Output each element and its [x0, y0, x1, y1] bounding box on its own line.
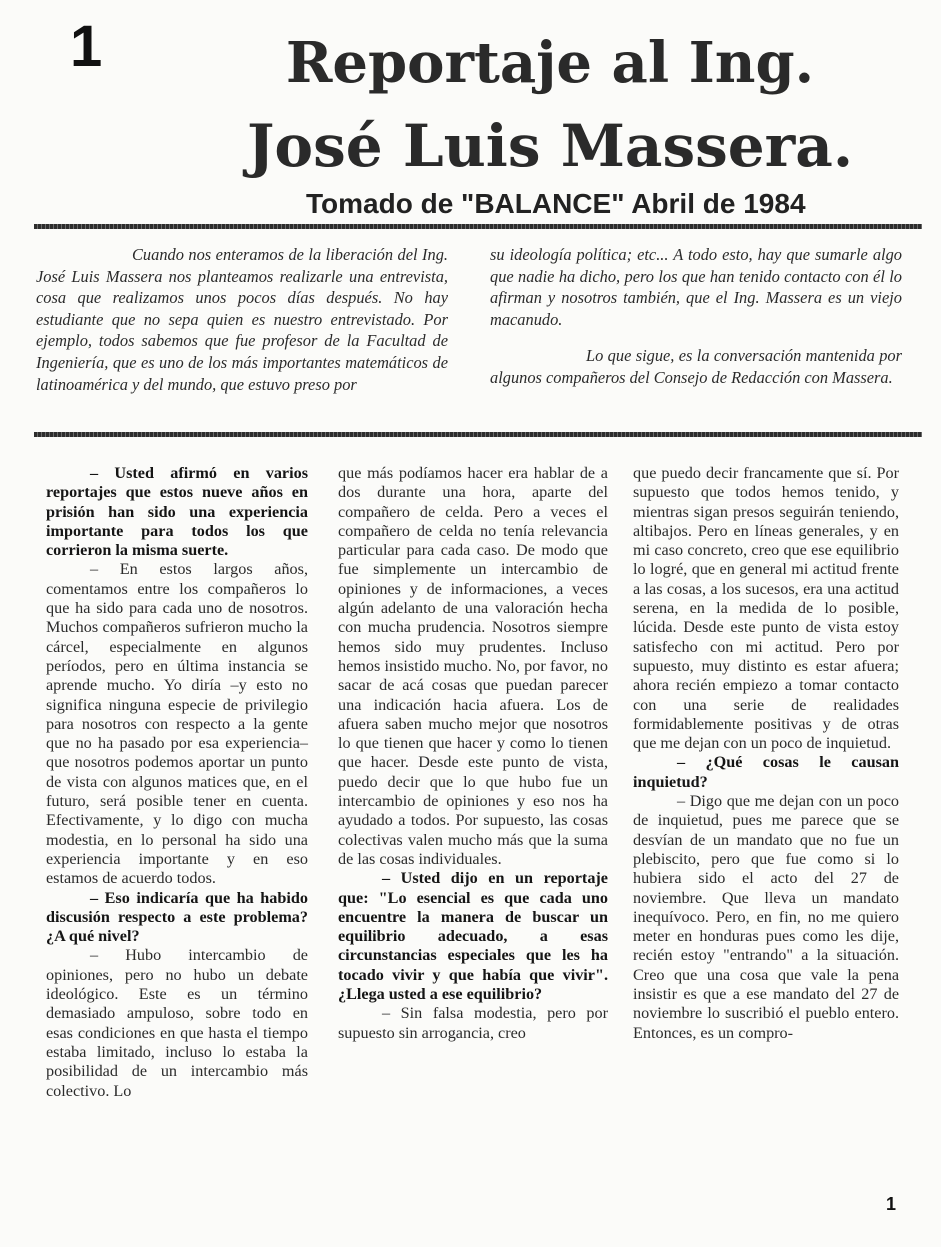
- intro-paragraph-1-continued: su ideología política; etc... A todo esto, hay que sumarle algo que nadie ha dicho, pero los que han tenido contacto con él lo afirman y nosotros también, que el Ing. Massera es un viejo macanudo.: [490, 245, 902, 329]
- page-number-top: 1: [70, 14, 103, 79]
- answer-2-continued: que más podíamos hacer era hablar de a dos durante una hora, aparte del compañero de celda. Pero a veces el compañero de celda no tenía relevancia particular para cada caso. De modo que fue simplemente un intercambio de opiniones y de informaciones, a veces algún adelanto de una valoración hecha con mucha prudencia. Nosotros siempre hemos sido muy prudentes. Incluso hemos insistido mucho. No, por favor, no sacar de acá cosas que puedan parecer una indicación hacia afuera. Los de afuera saben mucho mejor que nosotros lo que tienen que hacer y como lo tienen que hacer. Desde este punto de vista, puedo decir que lo que hubo fue un intercambio de opiniones y eso nos ha ayudado a todos. Por supuesto, las cosas colectivas valen mucho más que la suma de las cosas individuales.: [338, 464, 608, 868]
- top-divider: [34, 224, 922, 229]
- text-column-2: [338, 464, 608, 1043]
- answer-3: – Sin falsa modestia, pero por supuesto sin arrogancia, creo: [338, 1004, 608, 1042]
- page-number-bottom: 1: [886, 1194, 897, 1214]
- intro-right-column: [490, 244, 902, 389]
- answer-4: – Digo que me dejan con un poco de inquietud, pues me parece que se desvían de un mandato que no fue un plebiscito, pero que fue como si lo hubiera sido el acto del 27 de noviembre. Que lleva un mandato inequívoco. Pero, en fin, no me quiero meter en honduras pues como les dije, recién estoy "entrando" a la situación. Creo que una cosa que vale la pena insistir es que a ese mandato del 27 de noviembre lo suscribió el pueblo entero. Entonces, es un compro-: [633, 792, 899, 1042]
- article-title-line-1: Reportaje al Ing.: [285, 30, 815, 96]
- intro-paragraph-1: Cuando nos enteramos de la liberación del Ing. José Luis Massera nos planteamos realizarle una entrevista, cosa que realizamos unos pocos días después. No hay estudiante que no sepa quien es nuestro entrevistado. Por ejemplo, todos sabemos que fue profesor de la Facultad de Ingeniería, que es uno de los más importantes matemáticos de latinoamérica y del mundo, que estuvo preso por: [36, 245, 448, 394]
- question-2: – Eso indicaría que ha habido discusión respecto a este problema? ¿A qué nivel?: [46, 888, 308, 946]
- answer-1: – En estos largos años, comentamos entre los compañeros lo que ha sido para cada uno de nosotros. Muchos compañeros sufrieron mucho la cárcel, especialmente en algunos períodos, pero en última instancia se aprende mucho. Yo diría –y esto no significa ninguna especie de privilegio para nosotros con respecto a la gente que no ha pasado por esa experiencia– que nosotros podemos aportar un punto de vista con algunos matices que, en el futuro, será posible tener en cuenta. Efectivamente, y lo digo con mucha modestia, en lo personal ha sido una experiencia importante y en eso estamos de acuerdo todos.: [46, 560, 308, 888]
- answer-3-continued: que puedo decir francamente que sí. Por supuesto que todos hemos tenido, y mientras sigan presos seguirán teniendo, altibajos. Pero en líneas generales, y en mi caso concreto, creo que ese equilibrio lo logré, que en general mi actitud frente a las cosas, a los sucesos, era una actitud serena, en la medida de lo posible, lúcida. Desde este punto de vista estoy satisfecho con mi actitud. Pero por supuesto, muy distinto es estar afuera; ahora recién empiezo a tomar contacto con una serie de realidades formidablemente positivas y de otras que me dejan con un poco de inquietud.: [633, 464, 899, 753]
- intro-divider: [34, 432, 922, 437]
- text-column-3: [633, 464, 899, 1043]
- article-subtitle: Tomado de "BALANCE" Abril de 1984: [306, 188, 806, 219]
- answer-2: – Hubo intercambio de opiniones, pero no hubo un debate ideológico. Este es un término demasiado ampuloso, sobre todo en esas condiciones en que hasta el tiempo estaba limitado, incluso lo estaba la posibilidad de un intercambio más colectivo. Lo: [46, 946, 308, 1100]
- question-1: – Usted afirmó en varios reportajes que estos nueve años en prisión han sido una experiencia importante para todos los que corrieron la misma suerte.: [46, 464, 308, 560]
- intro-left-column: [36, 244, 448, 395]
- question-4: – ¿Qué cosas le causan inquietud?: [633, 753, 899, 791]
- article-title-line-2: José Luis Massera.: [246, 112, 854, 180]
- intro-paragraph-2: Lo que sigue, es la conversación mantenida por algunos compañeros del Consejo de Redacción con Massera.: [490, 346, 902, 387]
- question-3: – Usted dijo en un reportaje que: "Lo esencial es que cada uno encuentre la manera de buscar un equilibrio adecuado, a esas circunstancias especiales que les ha tocado vivir y que había que vivir". ¿Llega usted a ese equilibrio?: [338, 869, 608, 1004]
- text-column-1: [46, 464, 308, 1101]
